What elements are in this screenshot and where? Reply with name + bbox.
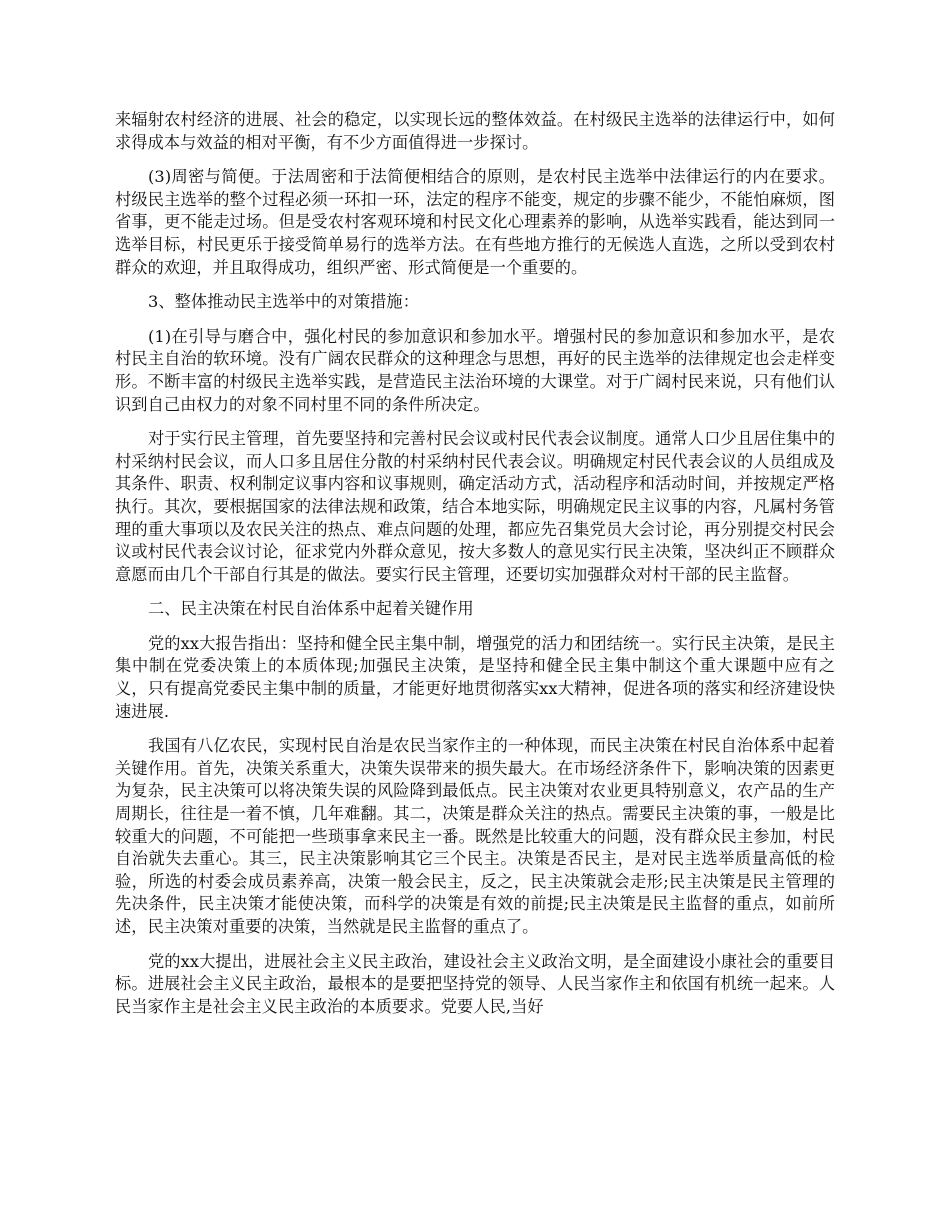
paragraph-farmers-self-governance: 我国有八亿农民，实现村民自治是农民当家作主的一种体现，而民主决策在村民自治体系中起着关键作用。首先，决策关系重大，决策失误带来的损失最大。在市场经济条件下，影响决策的因素更为复杂，民主决策可以将决策失误的风险降到最低点。民主决策对农业更具特别意义，农产品的生产周期长，往往是一着不慎，几年难翻。其二，决策是群众关注的热点。需要民主决策的事，一般是比较重大的问题，不可能把一些琐事拿来民主一番。既然是比较重大的问题，没有群众民主参加，村民自治就失去重心。其三，民主决策影响其它三个民主。决策是否民主，是对民主选举质量高低的检验，所选的村委会成员素养高，决策一般会民主，反之，民主决策就会走形;民主决策是民主管理的先决条件，民主决策才能使决策，而科学的决策是有效的前提;民主决策是民主监督的重点，如前所述，民主决策对重要的决策，当然就是民主监督的重点了。 [115, 736, 835, 936]
paragraph-democratic-management: 对于实行民主管理，首先要坚持和完善村民会议或村民代表会议制度。通常人口少且居住集中的村采纳村民会议，而人口多且居住分散的村采纳村民代表会议。明确规定村民代表会议的人员组成及其条件、职责、权利制定议事内容和议事规则，确定活动方式，活动程序和活动时间，并按规定严格执行。其次，要根据国家的法律法规和政策，结合本地实际，明确规定民主议事的内容，凡属村务管理的重大事项以及农民关注的热点、难点问题的处理，都应先召集党员大会讨论，再分别提交村民会议或村民代表会议讨论，征求党内外群众意见，按大多数人的意见实行民主决策，坚决纠正不顾群众意愿而由几个干部自行其是的做法。要实行民主管理，还要切实加强群众对村干部的民主监督。 [115, 429, 835, 584]
document-page [115, 109, 835, 1030]
paragraph-participation-awareness: (1)在引导与磨合中，强化村民的参加意识和参加水平。增强村民的参加意识和参加水平，是农村民主自治的软环境。没有广阔农民群众的这种理念与思想，再好的民主选举的法律规定也会走样变形。不断丰富的村级民主选举实践，是营造民主法治环境的大课堂。对于广阔村民来说，只有他们认识到自己由权力的对象不同村里不同的条件所决定。 [115, 326, 835, 414]
paragraph-thoroughness-and-simplicity: (3)周密与简便。于法周密和于法简便相结合的原则，是农村民主选举中法律运行的内在要求。村级民主选举的整个过程必须一环扣一环，法定的程序不能变，规定的步骤不能少，不能怕麻烦，图省事，更不能走过场。但是受农村客观环境和村民文化心理素养的影响，从选举实践看，能达到同一选举目标，村民更乐于接受简单易行的选举方法。在有些地方推行的无候选人直选，之所以受到农村群众的欢迎，并且取得成功，组织严密、形式简便是一个重要的。 [115, 167, 835, 277]
paragraph-continuation: 来辐射农村经济的进展、社会的稳定，以实现长远的整体效益。在村级民主选举的法律运行中，如何求得成本与效益的相对平衡，有不少方面值得进一步探讨。 [115, 110, 835, 152]
paragraph-socialist-democracy: 党的xx大提出，进展社会主义民主政治，建设社会主义政治文明，是全面建设小康社会的重要目标。进展社会主义民主政治，最根本的是要把坚持党的领导、人民当家作主和依国有机统一起来。人民当家作主是社会主义民主政治的本质要求。党要人民,当好 [115, 951, 835, 1016]
section-heading-democratic-decision: 二、民主决策在村民自治体系中起着关键作用 [148, 599, 474, 619]
section-heading-countermeasures: 3、整体推动民主选举中的对策措施： [148, 292, 419, 312]
paragraph-party-report: 党的xx大报告指出：坚持和健全民主集中制，增强党的活力和团结统一。实行民主决策，是民主集中制在党委决策上的本质体现;加强民主决策，是坚持和健全民主集中制这个重大课题中应有之义，只有提高党委民主集中制的质量，才能更好地贯彻落实xx大精神，促进各项的落实和经济建设快速进展. [115, 633, 835, 721]
